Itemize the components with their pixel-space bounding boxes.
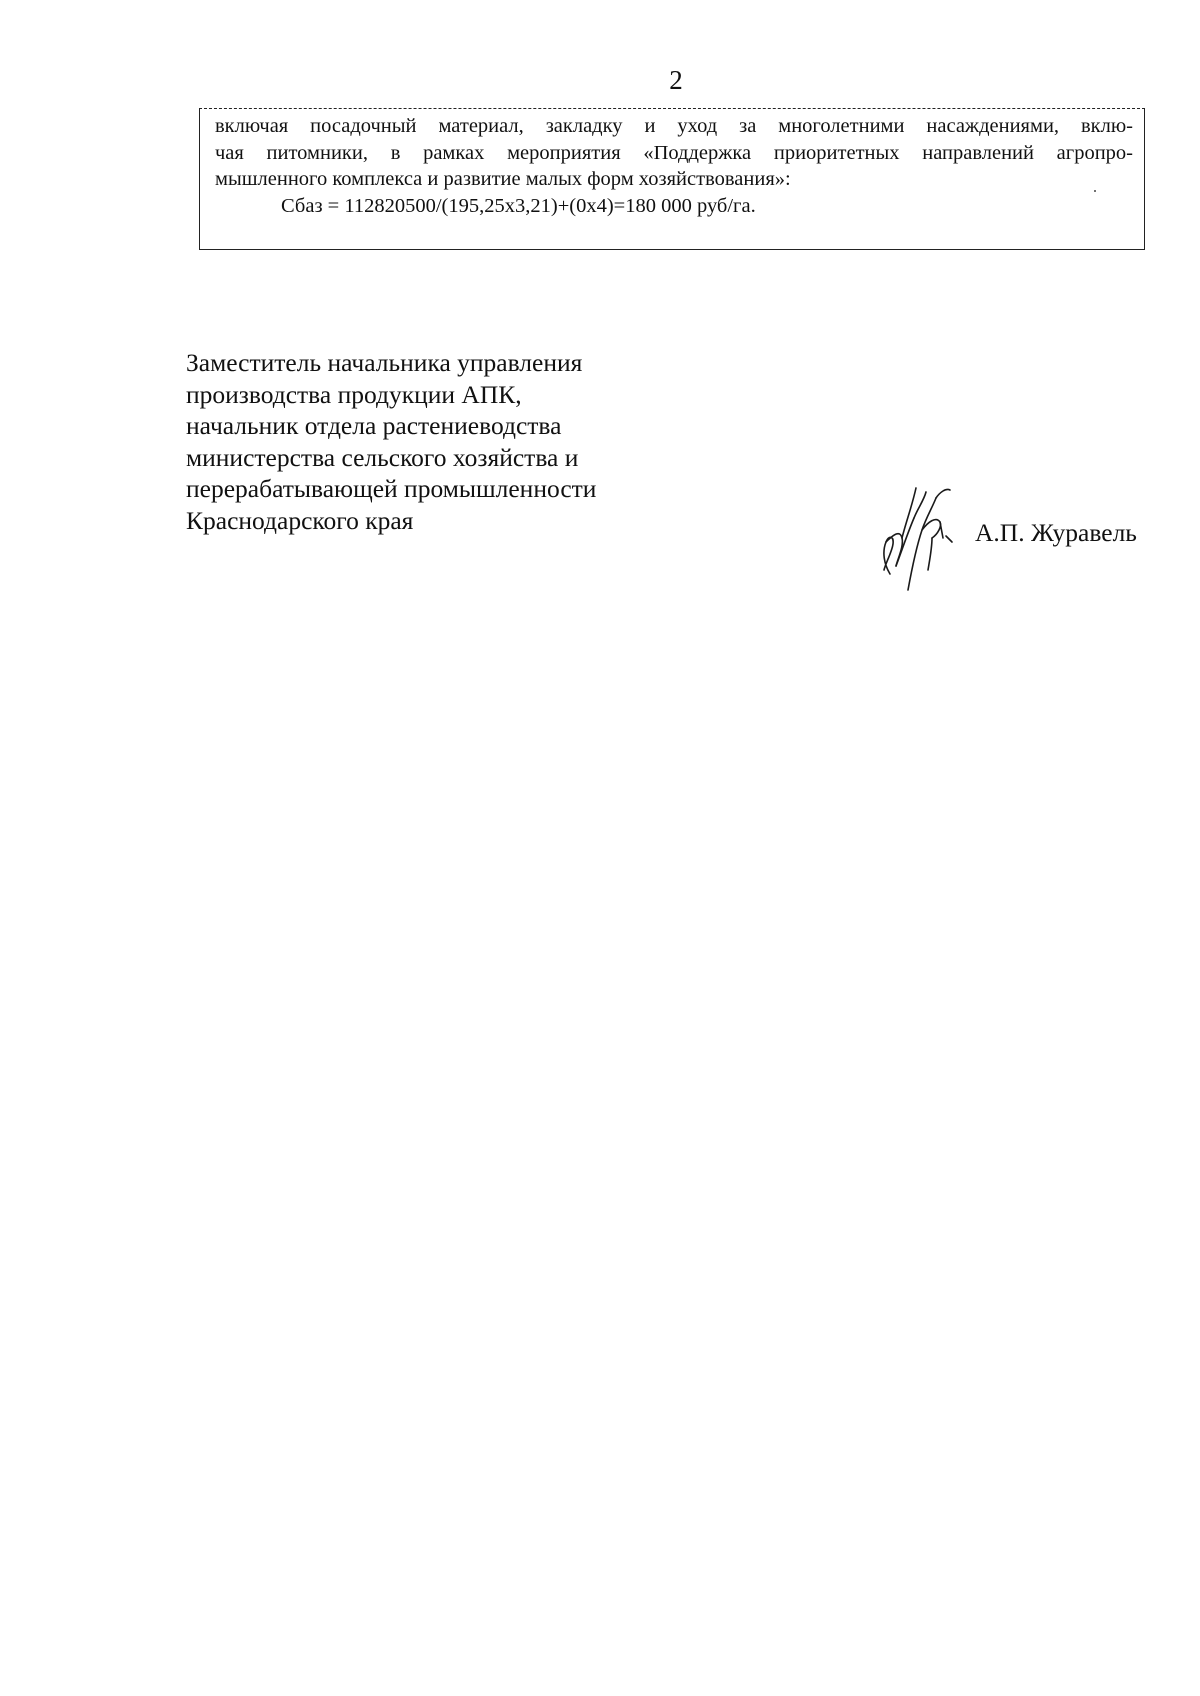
handwritten-signature: [866, 478, 962, 592]
table-cell: [199, 108, 1145, 250]
signatory-title-line: производства продукции АПК,: [186, 379, 522, 409]
signatory-title: [186, 347, 706, 536]
signatory-title-line: Заместитель начальника управления: [186, 348, 583, 377]
signatory-title-line: начальник отдела растениеводства: [186, 411, 562, 440]
cell-text: [215, 113, 1133, 219]
cell-left-border: [199, 109, 201, 249]
signatory-title-line: министерства сельского хозяйства и: [186, 442, 579, 472]
cell-text-line: мышленного комплекса и развитие малых форм хозяйствования»:: [215, 168, 791, 190]
page-number: 2: [669, 65, 683, 95]
base-cost-formula: Сбаз = 112820500/(195,25х3,21)+(0х4)=180 000 руб/га.: [281, 194, 756, 217]
cell-text-line: включая посадочный материал, закладку и уход за многолетними насаждениями, вклю-: [215, 115, 1133, 137]
signatory-title-line: Краснодарского края: [186, 505, 414, 535]
scan-speck: [1094, 190, 1096, 192]
signer-name: А.П. Журавель: [975, 518, 1137, 547]
signatory-title-line: перерабатывающей промышленности: [186, 474, 597, 503]
cell-text-line: чая питомники, в рамках мероприятия «Поддержка приоритетных направлений агропро-: [215, 141, 1133, 164]
